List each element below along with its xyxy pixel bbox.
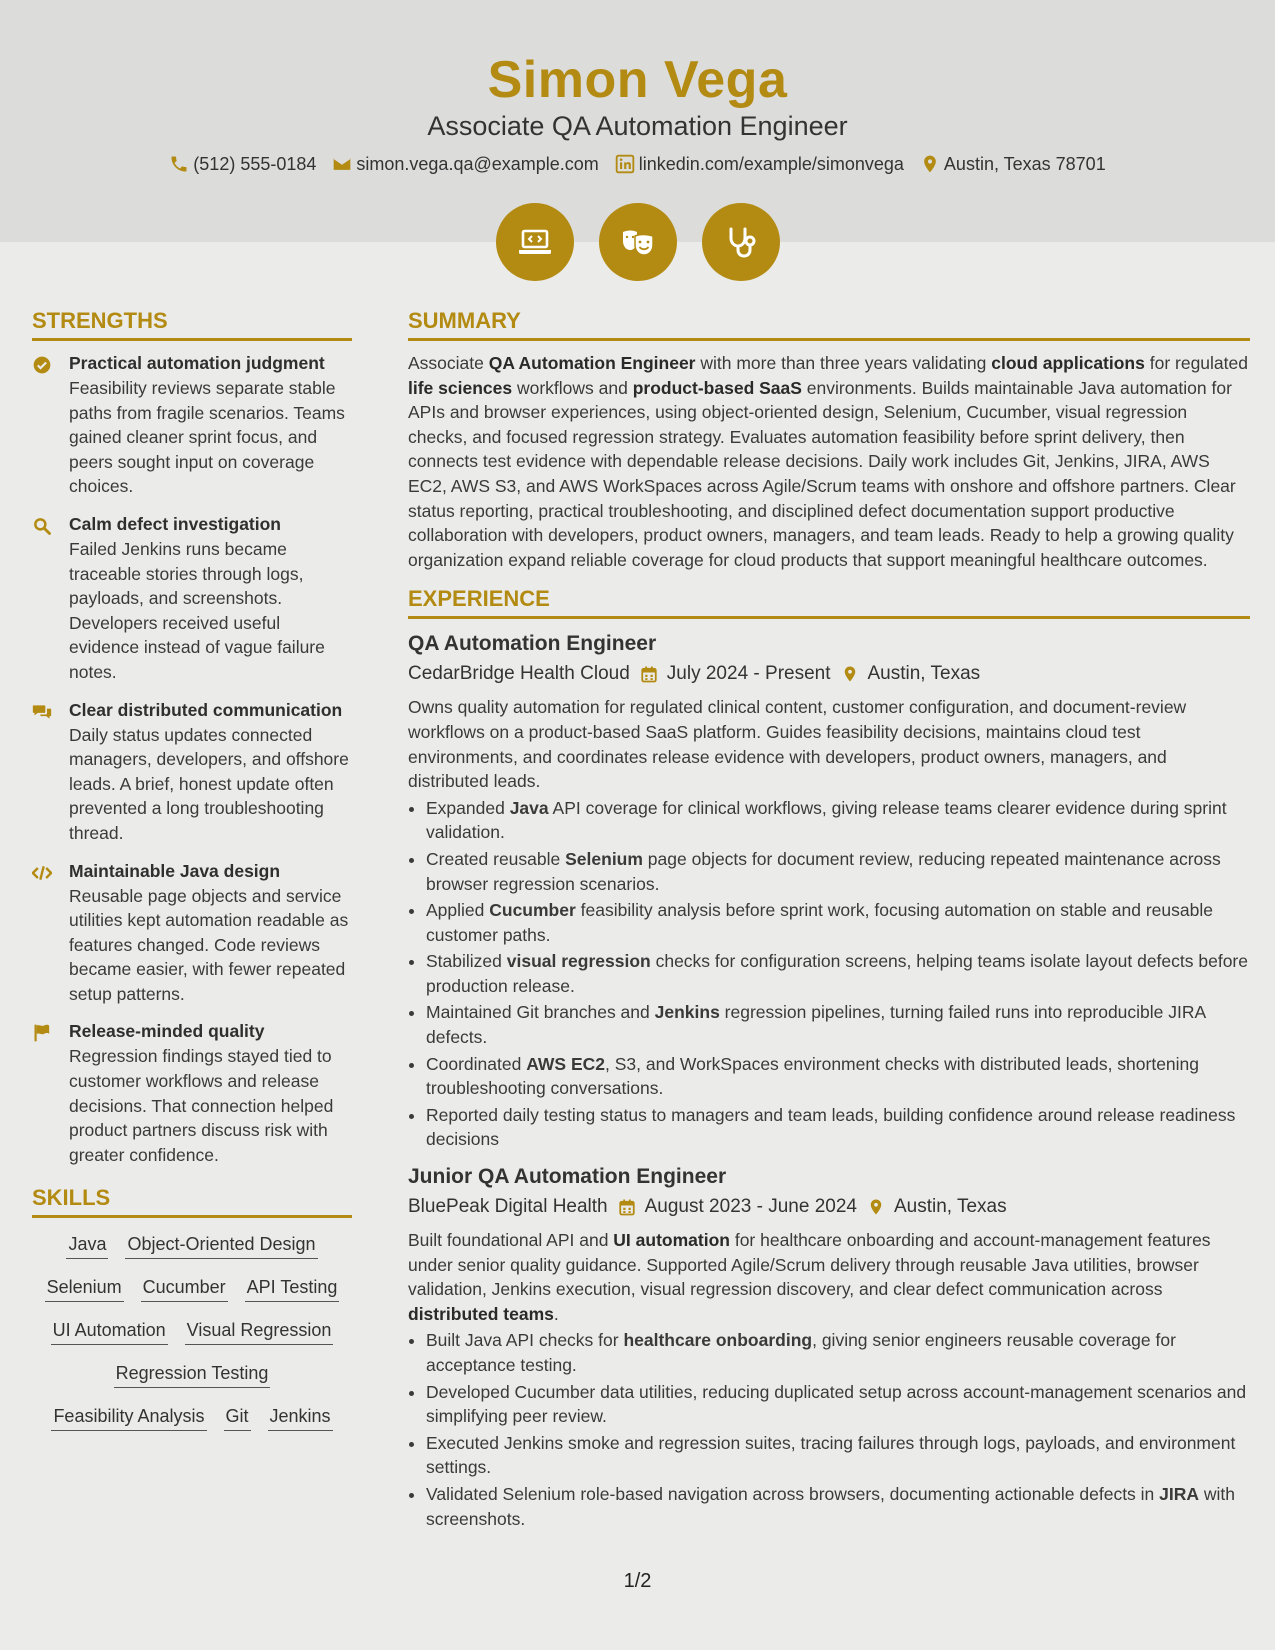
bullet-segment: Executed Jenkins smoke and regression suites, tracing failures through logs, payloads, and environment settings. bbox=[426, 1432, 1236, 1478]
bullet-segment: Applied bbox=[426, 900, 490, 921]
strength-item bbox=[32, 1019, 352, 1167]
job-entry bbox=[408, 1162, 1250, 1531]
experience-heading: EXPERIENCE bbox=[408, 584, 1250, 619]
bullet-segment: regression pipelines, turning failed runs into reproducible JIRA defects. bbox=[426, 1002, 1206, 1048]
badge-laptop bbox=[496, 203, 574, 281]
envelope-icon bbox=[332, 154, 352, 174]
bold-bullet-segment: AWS EC2 bbox=[526, 1053, 605, 1074]
bullet-segment: checks for configuration screens, helping teams isolate layout defects before production release. bbox=[426, 951, 1248, 996]
skill-tag: Feasibility Analysis bbox=[51, 1404, 206, 1431]
right-column bbox=[408, 306, 1250, 1533]
job-location: Austin, Texas bbox=[867, 663, 981, 685]
code-icon bbox=[32, 863, 52, 883]
page-number: 1/2 bbox=[623, 1570, 652, 1592]
strength-title: Maintainable Java design bbox=[69, 860, 281, 881]
theater-masks-icon bbox=[618, 222, 658, 262]
stethoscope-icon bbox=[721, 222, 761, 262]
phone-text: (512) 555-0184 bbox=[193, 154, 317, 174]
badge-masks bbox=[599, 203, 677, 281]
job-entry bbox=[408, 629, 1250, 1152]
job-bullet bbox=[426, 898, 1250, 947]
bold-bullet-segment: Java bbox=[509, 797, 549, 818]
job-dates: July 2024 - Present bbox=[666, 663, 831, 685]
strength-item bbox=[32, 351, 352, 499]
job-description bbox=[408, 695, 1250, 793]
skill-tag: UI Automation bbox=[51, 1318, 168, 1345]
bullet-segment: page objects for document review, reducing repeated maintenance across browser regression scenarios. bbox=[426, 848, 1221, 894]
strength-title: Clear distributed communication bbox=[69, 699, 343, 720]
summary-segment: for regulated bbox=[1144, 353, 1248, 373]
location-text: Austin, Texas 78701 bbox=[943, 154, 1106, 174]
skill-row bbox=[32, 1404, 352, 1431]
bold-bullet-segment: visual regression bbox=[506, 951, 651, 972]
strengths-list bbox=[32, 351, 352, 1167]
bullet-segment: Maintained Git branches and bbox=[426, 1002, 655, 1023]
strength-title: Calm defect investigation bbox=[69, 513, 281, 534]
job-bullet bbox=[426, 847, 1250, 896]
skill-row bbox=[32, 1361, 352, 1388]
experience-list bbox=[408, 629, 1250, 1531]
job-bullets bbox=[408, 796, 1250, 1152]
bold-bullet-segment: Selenium bbox=[565, 848, 643, 869]
check-circle-icon bbox=[32, 355, 52, 375]
bullet-segment: Built Java API checks for bbox=[426, 1330, 624, 1351]
skill-tag: Cucumber bbox=[141, 1275, 228, 1302]
email-text: simon.vega.qa@example.com bbox=[356, 154, 599, 174]
skill-tag: Jenkins bbox=[268, 1404, 333, 1431]
skill-row bbox=[32, 1275, 352, 1302]
strength-desc: Failed Jenkins runs became traceable stories through logs, payloads, and screenshots. Developers received useful evidence instead of vague failure notes. bbox=[69, 538, 325, 682]
bullet-segment: Expanded bbox=[426, 797, 510, 818]
strength-item bbox=[32, 698, 352, 846]
contact-location bbox=[920, 150, 1106, 178]
job-location: Austin, Texas bbox=[893, 1196, 1007, 1218]
skill-tag: Git bbox=[224, 1404, 251, 1431]
bullet-segment: Stabilized bbox=[426, 951, 507, 972]
skill-row bbox=[32, 1318, 352, 1345]
map-marker-icon bbox=[920, 154, 940, 174]
skills-list bbox=[32, 1232, 352, 1431]
bullet-segment: Created reusable bbox=[426, 848, 566, 869]
job-bullet bbox=[426, 1431, 1250, 1480]
job-bullet bbox=[426, 1000, 1250, 1049]
strengths-heading: STRENGTHS bbox=[32, 306, 352, 341]
bullet-segment: with screenshots. bbox=[426, 1483, 1236, 1529]
map-marker-icon bbox=[841, 665, 859, 683]
summary-heading: SUMMARY bbox=[408, 306, 1250, 341]
candidate-name: Simon Vega bbox=[487, 51, 788, 109]
job-meta bbox=[408, 1192, 1250, 1222]
job-bullet bbox=[426, 1482, 1250, 1531]
summary-segment: with more than three years validating bbox=[695, 353, 992, 373]
bullet-segment: Validated Selenium role-based navigation across browsers, documenting actionable defects in bbox=[426, 1483, 1160, 1504]
badge-stethoscope bbox=[702, 203, 780, 281]
contact-bar bbox=[0, 150, 1275, 178]
job-bullet bbox=[426, 796, 1250, 845]
bold-summary-segment: cloud applications bbox=[991, 353, 1145, 373]
job-bullet bbox=[426, 949, 1250, 998]
skill-tag: Object-Oriented Design bbox=[125, 1232, 317, 1259]
job-company: CedarBridge Health Cloud bbox=[408, 663, 630, 685]
skills-heading: SKILLS bbox=[32, 1183, 352, 1218]
job-title: Associate QA Automation Engineer bbox=[427, 111, 848, 141]
strength-desc: Regression findings stayed tied to customer workflows and release decisions. That connection helped product partners discuss risk with greater confidence. bbox=[69, 1046, 334, 1165]
linkedin-text: linkedin.com/example/simonvega bbox=[638, 154, 904, 174]
bold-summary-segment: QA Automation Engineer bbox=[488, 353, 696, 373]
summary-segment: Associate bbox=[408, 353, 489, 373]
map-marker-icon bbox=[867, 1198, 885, 1216]
skill-tag: Visual Regression bbox=[185, 1318, 334, 1345]
strength-title: Release-minded quality bbox=[69, 1021, 265, 1042]
skill-tag: Java bbox=[66, 1232, 108, 1259]
bullet-segment: feasibility analysis before sprint work, focusing automation on stable and reusable customer paths. bbox=[426, 900, 1213, 945]
bullet-segment: , S3, and WorkSpaces environment checks with distributed leads, shortening troubleshooting conversations. bbox=[426, 1053, 1200, 1099]
strength-item bbox=[32, 859, 352, 1007]
badge-row bbox=[0, 203, 1275, 281]
strength-desc: Feasibility reviews separate stable paths from fragile scenarios. Teams gained cleaner sprint focus, and peers sought input on coverage choices. bbox=[69, 378, 345, 497]
header-band bbox=[0, 0, 1275, 242]
bold-bullet-segment: healthcare onboarding bbox=[623, 1330, 813, 1351]
job-description-segment: Built foundational API and bbox=[408, 1230, 614, 1251]
bold-bullet-segment: Jenkins bbox=[654, 1002, 720, 1023]
calendar-icon bbox=[640, 665, 658, 683]
summary-segment: workflows and bbox=[512, 377, 633, 398]
skill-tag: Regression Testing bbox=[114, 1361, 271, 1388]
bullet-segment: API coverage for clinical workflows, giving release teams clearer evidence during sprint validation. bbox=[426, 797, 1227, 843]
calendar-icon bbox=[618, 1198, 636, 1216]
job-dates: August 2023 - June 2024 bbox=[644, 1196, 857, 1218]
bullet-segment: Reported daily testing status to managers and team leads, building confidence around release readiness decisions bbox=[426, 1104, 1236, 1150]
job-description-segment: for healthcare onboarding and account-management features under senior quality guidance. Supported Agile/Scrum delivery through reusable Java utilities, browser validation, Jenkins execution, visual regression discovery, and clear defect communication across bbox=[408, 1230, 1211, 1300]
contact-email[interactable] bbox=[332, 150, 598, 178]
skill-row bbox=[32, 1232, 352, 1259]
bullet-segment: , giving senior engineers reusable coverage for acceptance testing. bbox=[426, 1330, 1176, 1375]
bold-summary-segment: product-based SaaS bbox=[632, 377, 802, 398]
bullet-segment: Developed Cucumber data utilities, reducing duplicated setup across account-management scenarios and simplifying peer review. bbox=[426, 1381, 1247, 1427]
contact-phone[interactable] bbox=[169, 150, 316, 178]
job-meta bbox=[408, 659, 1250, 689]
flag-icon bbox=[32, 1023, 52, 1043]
job-role: QA Automation Engineer bbox=[408, 632, 657, 656]
linkedin-icon bbox=[615, 154, 635, 174]
bold-bullet-segment: JIRA bbox=[1159, 1483, 1200, 1504]
strength-desc: Reusable page objects and service utilities kept automation readable as features changed. Code reviews became easier, with fewer repeated setup patterns. bbox=[69, 885, 349, 1004]
summary-text bbox=[408, 351, 1250, 572]
job-company: BluePeak Digital Health bbox=[408, 1196, 608, 1218]
strength-desc: Daily status updates connected managers, developers, and offshore leads. A brief, honest update often prevented a long troubleshooting thread. bbox=[69, 724, 349, 843]
bullet-segment: Coordinated bbox=[426, 1053, 527, 1074]
job-bullet bbox=[426, 1103, 1250, 1152]
left-column bbox=[32, 306, 352, 1447]
strength-title: Practical automation judgment bbox=[69, 353, 325, 373]
job-description-segment: . bbox=[553, 1303, 559, 1324]
job-description-segment: Owns quality automation for regulated clinical content, customer configuration, and document-review workflows on a product-based SaaS platform. Guides feasibility decisions, maintains cloud test environments, and coordinates release evidence with developers, product owners, managers, and distributed leads. bbox=[408, 697, 1187, 792]
skill-tag: API Testing bbox=[245, 1275, 340, 1302]
summary-segment: environments. Builds maintainable Java automation for APIs and browser experiences, using object-oriented design, Selenium, Cucumber, visual regression checks, and focused regression strategy. Evaluates automation feasibility before sprint delivery, then connects test evidence with dependable release decisions. Daily work includes Git, Jenkins, JIRA, AWS EC2, AWS S3, and AWS WorkSpaces across Agile/Scrum teams with onshore and offshore partners. Clear status reporting, practical troubleshooting, and disciplined defect documentation support productive collaboration with developers, product owners, managers, and team leads. Ready to help a growing quality organization expand reliable coverage for cloud products that support meaningful healthcare outcomes. bbox=[408, 377, 1236, 570]
job-bullet bbox=[426, 1052, 1250, 1101]
bold-job-description-segment: UI automation bbox=[613, 1230, 730, 1251]
skill-tag: Selenium bbox=[45, 1275, 124, 1302]
comments-icon bbox=[32, 702, 52, 722]
job-description bbox=[408, 1228, 1250, 1326]
job-bullet bbox=[426, 1328, 1250, 1377]
laptop-code-icon bbox=[515, 222, 555, 262]
bold-bullet-segment: Cucumber bbox=[489, 900, 576, 921]
strength-item bbox=[32, 512, 352, 685]
contact-linkedin[interactable] bbox=[615, 150, 904, 178]
bold-job-description-segment: distributed teams bbox=[408, 1303, 554, 1324]
bold-summary-segment: life sciences bbox=[408, 377, 513, 398]
search-icon bbox=[32, 516, 52, 536]
phone-icon bbox=[169, 154, 189, 174]
job-bullet bbox=[426, 1380, 1250, 1429]
job-bullets bbox=[408, 1328, 1250, 1531]
job-role: Junior QA Automation Engineer bbox=[408, 1165, 727, 1189]
